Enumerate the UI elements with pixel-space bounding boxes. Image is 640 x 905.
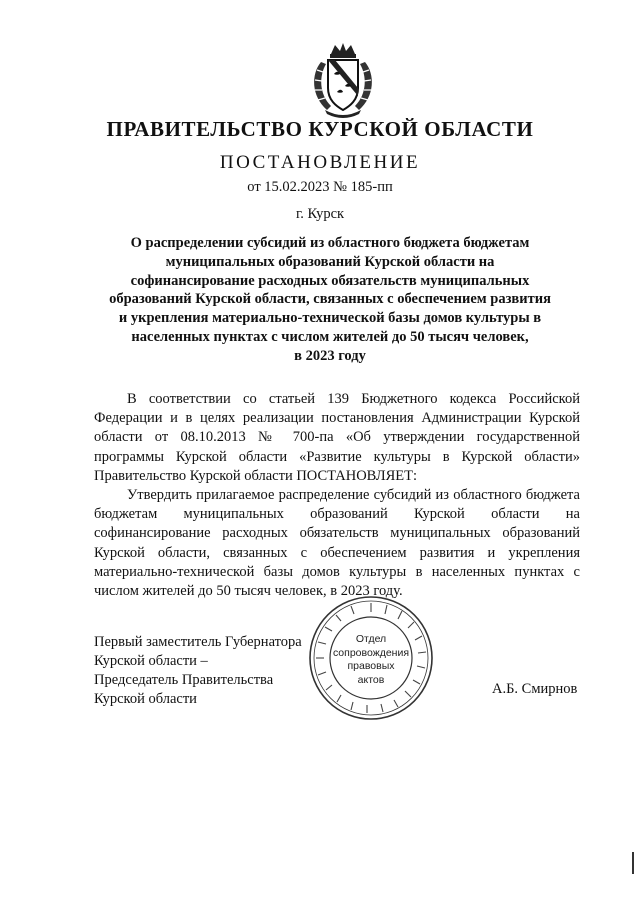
stamp-line: Отдел [355, 633, 387, 645]
stamp-center-text [318, 633, 424, 687]
signer-position-line: Курской области – [94, 653, 208, 669]
kursk-coat-of-arms-icon [307, 40, 379, 118]
signer-position-line: Курской области [94, 691, 197, 707]
subject-line: населенных пунктах с числом жителей до 50 тысяч человек, [131, 328, 529, 345]
stamp-line: сопровождения [332, 646, 410, 659]
subject-line: и укрепления материально-технической базы домов культуры в [118, 310, 542, 327]
body-paragraph-resolution: Утвердить прилагаемое распределение субсидий из областного бюджета бюджетам муниципальных образований Курской области на софинансирование расходных обязательств муниципальных образований Курской области, связанных с обеспечением развития и укрепления материально-технической базы домов культуры в населенных пунктах с числом жителей до 50 тысяч человек, в 2023 году. [94, 487, 580, 600]
document-date-number: от 15.02.2023 № 185-пп [247, 179, 393, 195]
subject-line: муниципальных образований Курской области на [165, 253, 495, 270]
document-subject [85, 234, 575, 366]
signer-position-line: Первый заместитель Губернатора [94, 634, 302, 650]
signer-position-line: Председатель Правительства [94, 672, 274, 688]
document-body [94, 390, 580, 601]
stamp-line: правовых [347, 660, 395, 672]
stamp-line: актов [357, 673, 385, 686]
scan-edge-mark [632, 852, 634, 874]
subject-line: софинансирование расходных обязательств муниципальных [130, 272, 530, 289]
government-title: ПРАВИТЕЛЬСТВО КУРСКОЙ ОБЛАСТИ [106, 117, 534, 141]
subject-line: в 2023 году [294, 347, 366, 364]
document-city: г. Курск [295, 206, 345, 222]
document-type: ПОСТАНОВЛЕНИЕ [219, 152, 421, 173]
signer-name: А.Б. Смирнов [492, 681, 578, 697]
subject-line: образований Курской области, связанных с обеспечением развития [109, 291, 551, 308]
subject-line: О распределении субсидий из областного бюджета бюджетам [130, 235, 530, 251]
body-paragraph-preamble: В соответствии со статьей 139 Бюджетного кодекса Российской Федерации и в целях реализации постановления Администрации Курской области от 08.10.2013 № 700-па «Об утверждении государственной программы Курской области «Развитие культуры в Курской области» Правительство Курской области ПОСТАНОВЛЯЕТ: [94, 391, 580, 484]
signature-block [94, 633, 302, 709]
